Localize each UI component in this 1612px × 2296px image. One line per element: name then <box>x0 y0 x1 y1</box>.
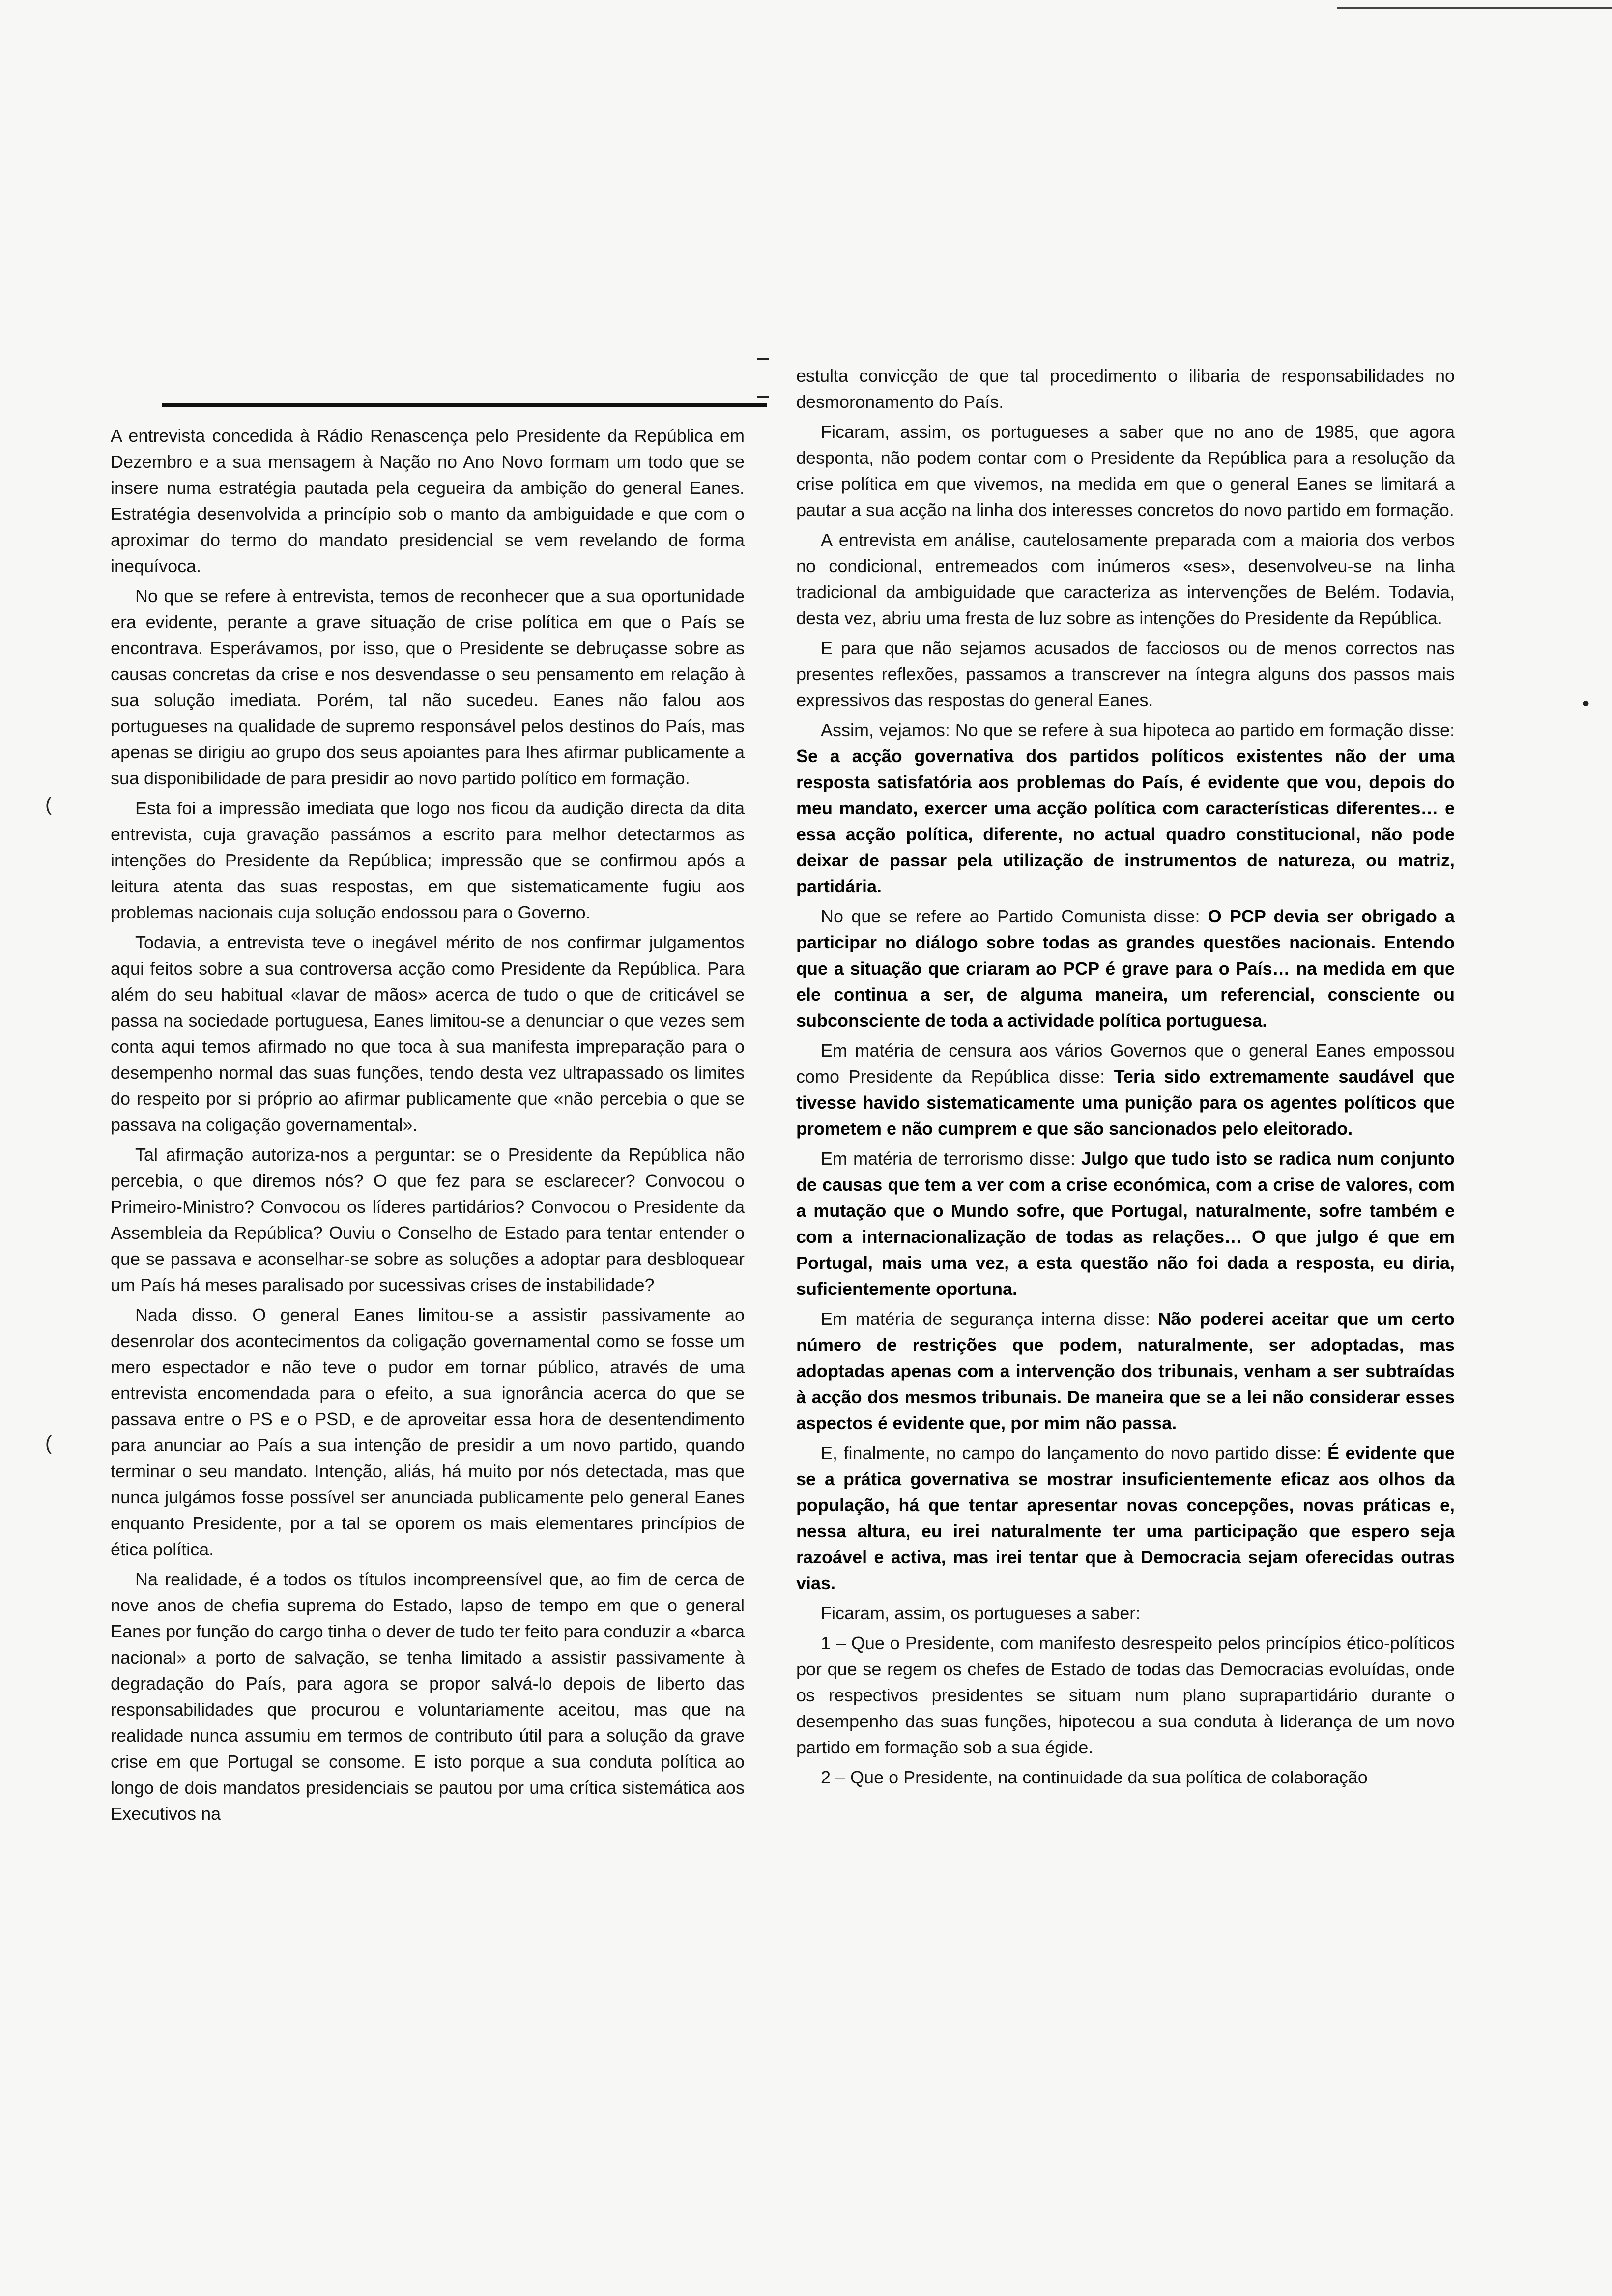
quote-text: É evidente que se a prática governativa se mostrar insuficientemente eficaz aos olhos da população, há que tentar apresentar novas concepções, novas práticas e, nessa altura, eu irei naturalmente ter uma participação que espero seja razoável e activa, mas irei tentar que à Democracia sejam oferecidas outras vias. <box>796 1443 1455 1593</box>
quote-paragraph <box>796 1306 1455 1436</box>
numbered-paragraph: 1 – Que o Presidente, com manifesto desrespeito pelos princípios ético-políticos por que se regem os chefes de Estado de todas das Democracias evoluídas, onde os respectivos presidentes se situam num plano suprapartidário durante o desempenho das suas funções, hipotecou a sua conduta à liderança de um novo partido em formação sob a sua égide. <box>796 1633 1455 1757</box>
article-right-column <box>796 363 1455 1794</box>
paragraph: Tal afirmação autoriza-nos a perguntar: se o Presidente da República não percebia, o que diremos nós? O que fez para se esclarecer? Convocou o Primeiro-Ministro? Convocou os líderes partidários? Convocou o Presidente da Assembleia da República? Ouviu o Conselho de Estado para tentar entender o que se passava e aconselhar-se sobre as soluções a adoptar para desbloquear um País há meses paralisado por sucessivas crises de instabilidade? <box>111 1145 745 1295</box>
margin-bracket-mark: ( <box>45 794 52 815</box>
quote-paragraph <box>796 717 1455 899</box>
paragraph: A entrevista em análise, cautelosamente preparada com a maioria dos verbos no condicional, entremeados com inúmeros «ses», desenvolveu-se na linha tradicional da ambiguidade que caracteriza as intervenções de Belém. Todavia, desta vez, abriu uma fresta de luz sobre as intenções do Presidente da República. <box>796 530 1455 628</box>
paragraph: Ficaram, assim, os portugueses a saber que no ano de 1985, que agora desponta, não podem contar com o Presidente da República para a resolução da crise política em que vivemos, na medida em que o general Eanes se limitará a pautar a sua acção na linha dos interesses concretos do novo partido em formação. <box>796 422 1455 520</box>
quote-intro: Assim, vejamos: No que se refere à sua hipoteca ao partido em formação disse: <box>821 720 1455 740</box>
paragraph: E para que não sejamos acusados de facciosos ou de menos correctos nas presentes reflexões, passamos a transcrever na íntegra alguns dos passos mais expressivos das respostas do general Eanes. <box>796 638 1455 710</box>
quote-intro: Em matéria de censura aos vários Governos que o general Eanes empossou como Presidente da República disse: <box>796 1040 1455 1087</box>
article-left-column <box>111 423 745 1831</box>
quote-intro: Em matéria de terrorismo disse: <box>821 1148 1076 1169</box>
paragraph: Todavia, a entrevista teve o inegável mérito de nos confirmar julgamentos aqui feitos sobre a sua controversa acção como Presidente da República. Para além do seu habitual «lavar de mãos» acerca de tudo o que de criticável se passa na sociedade portuguesa, Eanes limitou-se a denunciar o que vezes sem conta aqui temos afirmado no que toca à sua manifesta impreparação para o desempenho normal das suas funções, tendo desta vez ultrapassado os limites do respeito por si próprio ao afirmar publicamente que «não percebia o que se passava na coligação governamental». <box>111 932 745 1135</box>
quote-paragraph <box>796 1440 1455 1596</box>
quote-text: O PCP devia ser obrigado a participar no diálogo sobre todas as grandes questões nacionais. Entendo que a situação que criaram ao PCP é grave para o País… na medida em que ele continua a ser, de alguma maneira, um referencial, consciente ou subconsciente de toda a actividade política portuguesa. <box>796 906 1455 1031</box>
paragraph: A entrevista concedida à Rádio Renascença pelo Presidente da República em Dezembro e a sua mensagem à Nação no Ano Novo formam um todo que se insere numa estratégia pautada pela cegueira da ambição do general Eanes. Estratégia desenvolvida a princípio sob o manto da ambiguidade e que com o aproximar do termo do mandato presidencial se vem revelando de forma inequívoca. <box>111 426 745 576</box>
quote-paragraph <box>796 903 1455 1033</box>
margin-bracket-mark: ( <box>45 1433 52 1454</box>
top-edge-line <box>1337 7 1612 9</box>
paragraph: Esta foi a impressão imediata que logo nos ficou da audição directa da dita entrevista, cuja gravação passámos a escrito para melhor detectarmos as intenções do Presidente da República; impressão que se confirmou após a leitura atenta das suas respostas, em que sistematicamente fugiu aos problemas nacionais cuja solução endossou para o Governo. <box>111 798 745 922</box>
paragraph: No que se refere à entrevista, temos de reconhecer que a sua oportunidade era evidente, perante a grave situação de crise política em que o País se encontrava. Esperávamos, por isso, que o Presidente se debruçasse sobre as causas concretas da crise e nos desvendasse o seu pensamento em relação à sua solução imediata. Porém, tal não sucedeu. Eanes não falou aos portugueses na qualidade de supremo responsável pelos destinos do País, mas apenas se dirigiu ao grupo dos seus apoiantes para lhes afirmar publicamente a sua disponibilidade de para presidir ao novo partido político em formação. <box>111 586 745 788</box>
column-top-dash <box>757 358 769 360</box>
quote-intro: Em matéria de segurança interna disse: <box>821 1309 1150 1329</box>
quote-paragraph <box>796 1146 1455 1302</box>
paragraph: Na realidade, é a todos os títulos incompreensível que, ao fim de cerca de nove anos de chefia suprema do Estado, lapso de tempo em que o general Eanes por função do cargo tinha o dever de tudo ter feito para conduzir a «barca nacional» a porto de salvação, se tenha limitado a assistir passivamente à degradação do País, para agora se propor salvá-lo depois de liberto das responsabilidades que procurou e voluntariamente aceitou, mas que na realidade nunca assumiu em termos de contributo útil para a solução da grave crise em que Portugal se consome. E isto porque a sua conduta política ao longo de dois mandatos presidenciais se pautou por uma crítica sistemática aos Executivos na <box>111 1569 745 1824</box>
quote-intro: E, finalmente, no campo do lançamento do novo partido disse: <box>821 1443 1322 1463</box>
quote-text: Não poderei aceitar que um certo número de restrições que podem, naturalmente, ser adoptadas, mas adoptadas apenas com a intervenção dos tribunais, venham a ser subtraídas à acção dos mesmos tribunais. De maneira que se a lei não considerar esses aspectos é evidente que, por mim não passa. <box>796 1309 1455 1433</box>
column-top-dash <box>757 396 769 398</box>
paragraph: Nada disso. O general Eanes limitou-se a assistir passivamente ao desenrolar dos acontecimentos da coligação governamental como se fosse um mero espectador e não teve o pudor em tornar público, através de uma entrevista encomendada para o efeito, a sua ignorância acerca do que se passava entre o PS e o PSD, e de aproveitar essa hora de desentendimento para anunciar ao País a sua intenção de presidir a um novo partido, quando terminar o seu mandato. Intenção, aliás, há muito por nós detectada, mas que nunca julgámos fosse possível ser anunciada publicamente pelo general Eanes enquanto Presidente, por a tal se oporem os mais elementares princípios de ética política. <box>111 1305 745 1559</box>
quote-text: Teria sido extremamente saudável que tivesse havido sistematicamente uma punição para os agentes políticos que prometem e não cumprem e que são sancionados pelo eleitorado. <box>796 1066 1455 1139</box>
numbered-paragraph: 2 – Que o Presidente, na continuidade da sua política de colaboração <box>821 1767 1368 1787</box>
paragraph: estulta convicção de que tal procedimento o ilibaria de responsabilidades no desmoronamento do País. <box>796 366 1455 412</box>
quote-text: Julgo que tudo isto se radica num conjunto de causas que tem a ver com a crise económica, com a crise de valores, com a mutação que o Mundo sofre, que Portugal, naturalmente, sofre também e com a internacionalização de todas as relações… O que julgo é que em Portugal, mais uma vez, a esta questão não foi dada a resposta, eu diria, suficientemente oportuna. <box>796 1148 1455 1299</box>
quote-intro: No que se refere ao Partido Comunista disse: <box>821 906 1200 926</box>
quote-text: Se a acção governativa dos partidos políticos existentes não der uma resposta satisfatória aos problemas do País, é evidente que vou, depois do meu mandato, exercer uma acção política com características diferentes… e essa acção política, diferente, no actual quadro constitucional, não pode deixar de passar pela utilização de instrumentos de natureza, ou matriz, partidária. <box>796 746 1455 896</box>
quote-paragraph <box>796 1037 1455 1142</box>
margin-dot: • <box>1583 693 1590 715</box>
article-header-rule <box>162 403 767 407</box>
paragraph: Ficaram, assim, os portugueses a saber: <box>821 1603 1141 1623</box>
